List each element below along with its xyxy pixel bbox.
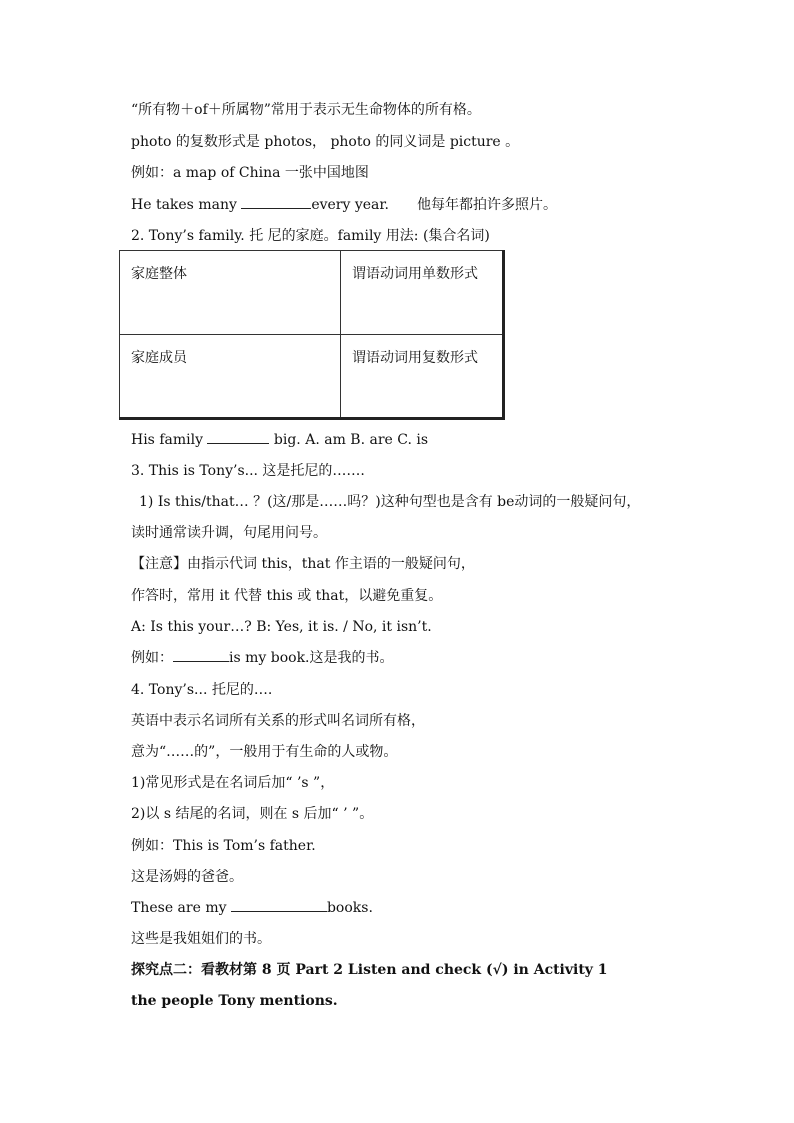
section-heading: the people Tony mentions. xyxy=(131,993,338,1009)
answer-blank xyxy=(173,649,229,662)
section-heading: 2. Tony’s family. 托 尼的家庭。family 用法: (集合名词) xyxy=(131,228,490,244)
answer-blank xyxy=(241,196,311,209)
family-usage-table xyxy=(119,250,505,420)
table-cell: 家庭整体 xyxy=(120,251,341,335)
text: every year. xyxy=(311,197,390,213)
table-cell: 家庭成员 xyxy=(120,335,341,419)
text: These are my xyxy=(131,900,231,916)
table-row xyxy=(120,335,504,419)
section-heading: 3. This is Tony’s... 这是托尼的……. xyxy=(131,463,365,479)
text-line: 意为“……的”，一般用于有生命的人或物。 xyxy=(131,744,398,760)
text-line: 2)以 s 结尾的名词，则在 s 后加“ ’ ”。 xyxy=(131,806,374,822)
section-heading: 探究点二：看教材第 8 页 Part 2 Listen and check (√) in Activity 1 xyxy=(131,962,608,978)
exercise-line xyxy=(131,431,428,449)
text: books. xyxy=(326,900,373,916)
text: 他每年都拍许多照片。 xyxy=(417,197,558,213)
text-line: 这是汤姆的爸爸。 xyxy=(131,869,243,885)
table-cell: 谓语动词用复数形式 xyxy=(341,335,504,419)
text-line: 例如：This is Tom’s father. xyxy=(131,838,316,854)
text-line: “所有物＋of＋所属物”常用于表示无生命物体的所有格。 xyxy=(131,102,481,118)
text: His family xyxy=(131,432,208,448)
text-line: photo 的复数形式是 photos， photo 的同义词是 picture 。 xyxy=(131,134,520,150)
section-heading: 4. Tony’s... 托尼的…. xyxy=(131,682,273,698)
note-line: 【注意】由指示代词 this，that 作主语的一般疑问句， xyxy=(131,556,475,572)
text-line: 1)常见形式是在名词后加“ ’s ”， xyxy=(131,775,335,791)
text-line: A: Is this your…? B: Yes, it is. / No, it isn’t. xyxy=(131,619,432,635)
answer-blank xyxy=(207,431,269,444)
exercise-line xyxy=(131,899,373,917)
table-row xyxy=(120,251,504,335)
text: is my book.这是我的书。 xyxy=(229,650,394,666)
text-line: 读时通常读升调，句尾用问号。 xyxy=(131,525,327,541)
text-line: 作答时，常用 it 代替 this 或 that，以避免重复。 xyxy=(131,588,443,604)
exercise-line xyxy=(131,649,394,667)
text: big. A. am B. are C. is xyxy=(269,432,429,448)
answer-blank xyxy=(231,899,327,912)
text-line: 1) Is this/that… ？(这/那是……吗？)这种句型也是含有 be动词的一般疑问句， xyxy=(139,494,641,510)
table-cell: 谓语动词用单数形式 xyxy=(341,251,504,335)
text: 例如： xyxy=(131,650,173,666)
text-line: 英语中表示名词所有关系的形式叫名词所有格， xyxy=(131,713,425,729)
text: He takes many xyxy=(131,197,242,213)
exercise-line xyxy=(131,196,557,214)
text-line: 例如：a map of China 一张中国地图 xyxy=(131,165,369,181)
text-line: 这些是我姐姐们的书。 xyxy=(131,931,271,947)
